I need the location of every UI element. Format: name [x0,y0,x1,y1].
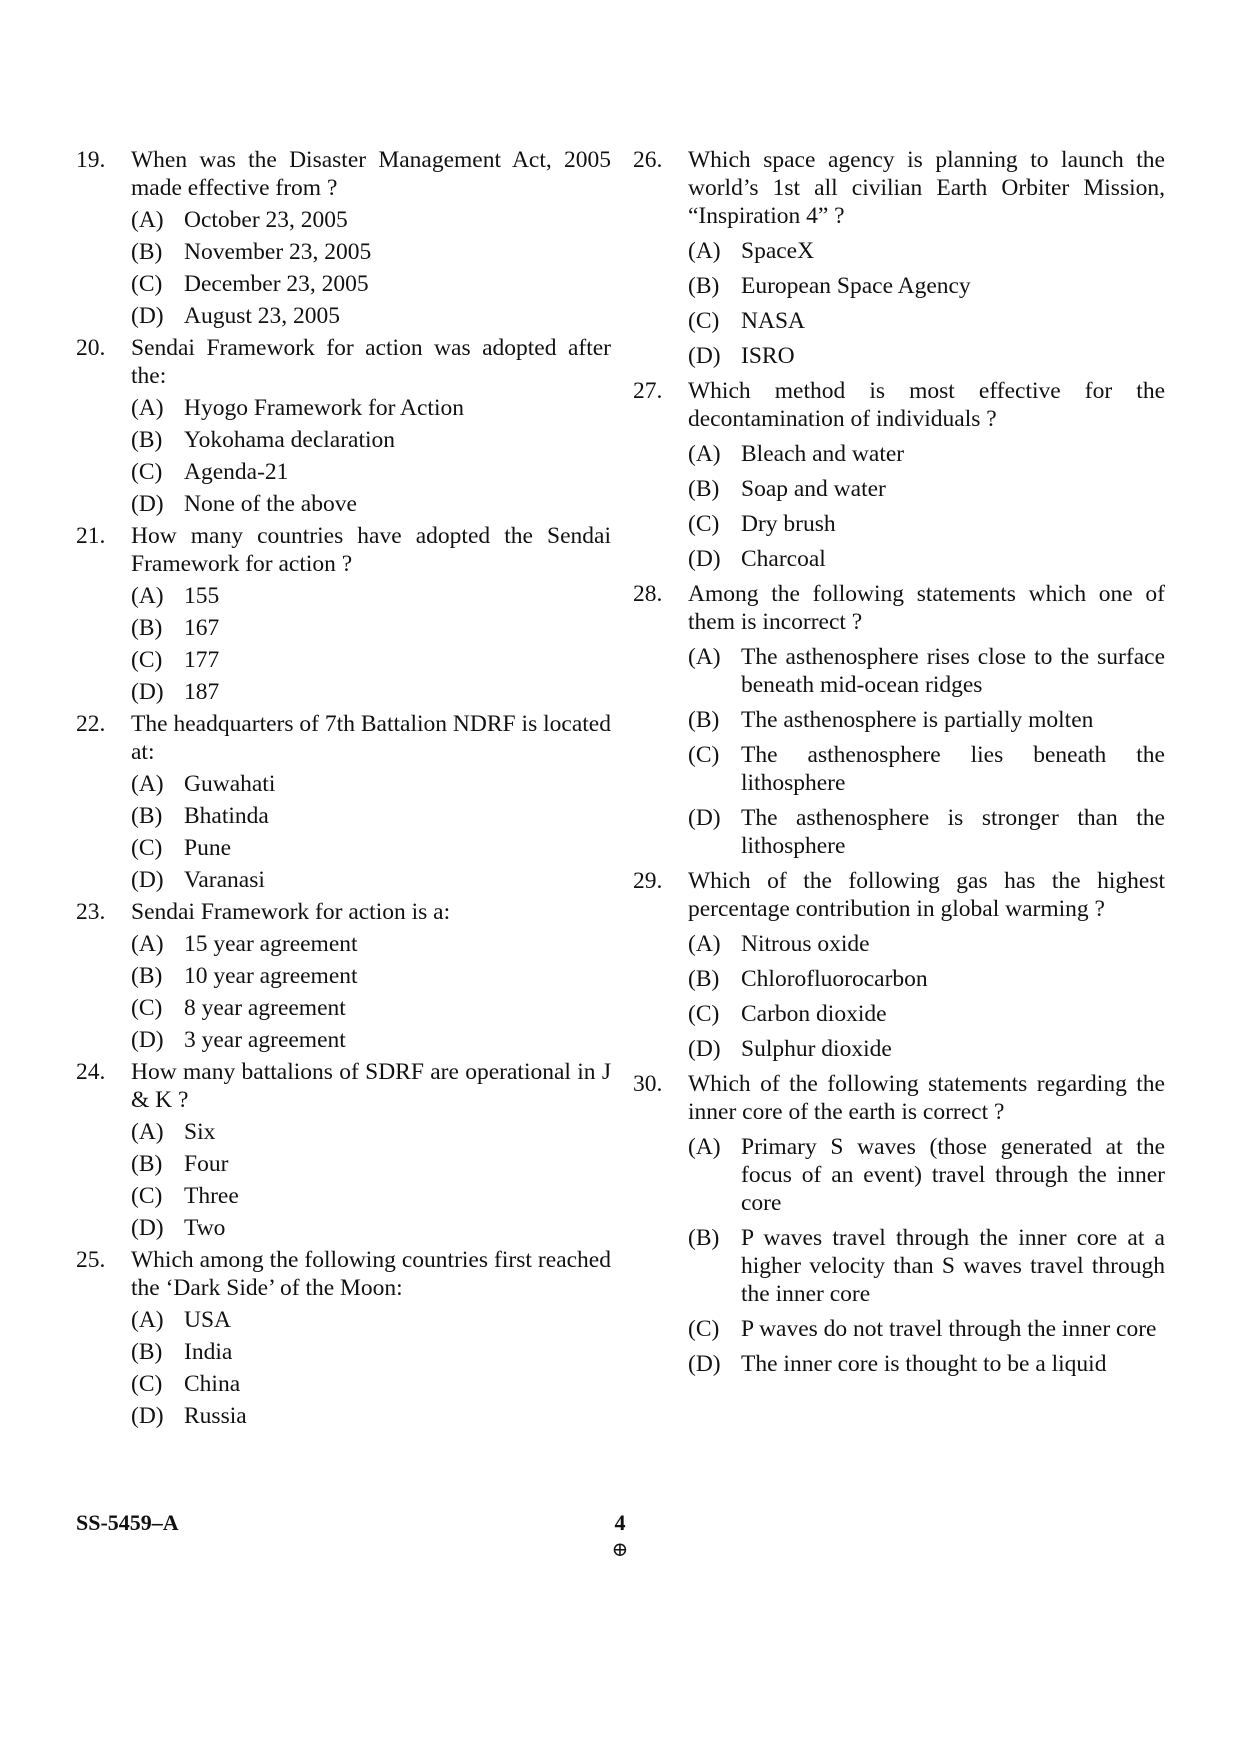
question-header [633,146,1165,230]
option-text: USA [184,1307,232,1333]
answer-option [131,1370,611,1398]
option-text: 187 [184,679,220,705]
option-text: Agenda-21 [184,459,289,485]
option-list [688,1133,1165,1378]
option-text: Chlorofluorocarbon [741,966,928,992]
option-label: (D) [131,679,164,705]
option-label: (D) [688,1036,721,1062]
question-header [76,334,611,390]
question-header [76,898,611,926]
option-label: (C) [688,742,720,768]
question-header [76,1058,611,1114]
option-label: (A) [688,1134,721,1160]
question-item [633,1070,1165,1378]
option-label: (D) [688,805,721,831]
answer-option [688,307,1165,335]
option-label: (A) [131,1307,164,1333]
option-label: (B) [131,1339,163,1365]
question-number: 22. [76,711,106,737]
option-label: (A) [131,771,164,797]
answer-option [688,510,1165,538]
answer-option [131,302,611,330]
answer-option [688,1224,1165,1308]
answer-option [131,1338,611,1366]
answer-option [131,1182,611,1210]
option-label: (B) [131,427,163,453]
option-text: Four [184,1151,229,1177]
question-item [76,334,611,518]
question-text: Sendai Framework for action is a: [131,899,451,925]
option-label: (B) [131,239,163,265]
option-label: (C) [131,271,163,297]
option-text: The asthenosphere lies beneath the lithosphere [741,742,1165,796]
question-text: How many countries have adopted the Sendai Framework for action ? [131,523,611,577]
right-question-column [633,146,1165,1385]
answer-option [688,475,1165,503]
option-label: (D) [131,1027,164,1053]
option-label: (A) [131,395,164,421]
answer-option [688,706,1165,734]
option-text: The asthenosphere is stronger than the lithosphere [741,805,1165,859]
option-text: Dry brush [741,511,836,537]
question-text: Which method is most effective for the decontamination of individuals ? [688,378,1165,432]
option-label: (A) [688,238,721,264]
option-label: (B) [131,615,163,641]
page-number: 4 [614,1510,626,1535]
option-text: Six [184,1119,216,1145]
answer-option [131,1150,611,1178]
answer-option [131,962,611,990]
option-list [131,1306,611,1430]
option-text: Sulphur dioxide [741,1036,892,1062]
option-list [131,770,611,894]
option-text: None of the above [184,491,357,517]
answer-option [688,237,1165,265]
question-header [76,1246,611,1302]
option-text: Soap and water [741,476,886,502]
question-number: 20. [76,335,106,361]
option-label: (C) [131,647,163,673]
answer-option [688,1315,1165,1343]
option-label: (B) [688,1225,720,1251]
question-header [633,377,1165,433]
question-header [633,867,1165,923]
option-label: (D) [131,491,164,517]
option-label: (D) [131,1215,164,1241]
option-text: The inner core is thought to be a liquid [741,1351,1107,1377]
option-label: (C) [688,511,720,537]
option-text: Guwahati [184,771,276,797]
option-text: 10 year agreement [184,963,358,989]
option-label: (C) [131,995,163,1021]
option-label: (C) [688,1001,720,1027]
question-item [76,146,611,330]
option-label: (B) [688,966,720,992]
option-label: (D) [131,303,164,329]
option-text: Charcoal [741,546,826,572]
option-list [131,582,611,706]
option-list [688,643,1165,860]
answer-option [688,930,1165,958]
option-label: (B) [688,707,720,733]
option-text: 167 [184,615,220,641]
answer-option [688,1133,1165,1217]
option-label: (C) [131,1371,163,1397]
question-text: Among the following statements which one of them is incorrect ? [688,581,1165,635]
option-label: (D) [688,546,721,572]
option-label: (A) [688,644,721,670]
answer-option [131,426,611,454]
option-text: October 23, 2005 [184,207,348,233]
option-list [131,1118,611,1242]
option-label: (C) [688,308,720,334]
option-text: 3 year agreement [184,1027,346,1053]
question-number: 19. [76,147,106,173]
option-text: NASA [741,308,805,334]
registration-mark: ⊕ [611,1539,629,1561]
option-text: Bhatinda [184,803,269,829]
option-list [688,930,1165,1063]
option-label: (A) [131,931,164,957]
answer-option [688,272,1165,300]
option-text: Carbon dioxide [741,1001,887,1027]
option-text: August 23, 2005 [184,303,341,329]
option-text: Russia [184,1403,247,1429]
option-text: Hyogo Framework for Action [184,395,464,421]
option-text: India [184,1339,233,1365]
answer-option [688,1035,1165,1063]
question-text: Sendai Framework for action was adopted after the: [131,335,611,389]
option-label: (D) [131,867,164,893]
option-label: (A) [131,1119,164,1145]
option-text: Two [184,1215,226,1241]
option-label: (A) [688,931,721,957]
answer-option [131,614,611,642]
option-label: (D) [688,343,721,369]
answer-option [131,834,611,862]
option-text: ISRO [741,343,795,369]
option-text: The asthenosphere is partially molten [741,707,1094,733]
option-text: Bleach and water [741,441,905,467]
question-item [633,580,1165,860]
option-label: (D) [688,1351,721,1377]
option-label: (C) [688,1316,720,1342]
answer-option [688,1350,1165,1378]
question-text: When was the Disaster Management Act, 2005 made effective from ? [131,147,611,201]
answer-option [131,678,611,706]
option-text: Three [184,1183,239,1209]
answer-option [688,342,1165,370]
answer-option [131,1026,611,1054]
question-text: How many battalions of SDRF are operational in J & K ? [131,1059,611,1113]
option-text: P waves travel through the inner core at a higher velocity than S waves travel through the inner core [741,1225,1165,1307]
answer-option [131,206,611,234]
option-label: (B) [688,273,720,299]
option-text: Pune [184,835,231,861]
question-item [633,867,1165,1063]
question-text: Which among the following countries first reached the ‘Dark Side’ of the Moon: [131,1247,611,1301]
option-label: (B) [131,963,163,989]
question-item [76,1058,611,1242]
option-label: (B) [131,1151,163,1177]
option-text: Yokohama declaration [184,427,396,453]
question-header [633,580,1165,636]
option-text: 15 year agreement [184,931,358,957]
option-text: The asthenosphere rises close to the surface beneath mid-ocean ridges [741,644,1165,698]
option-list [131,394,611,518]
answer-option [131,1306,611,1334]
option-label: (D) [131,1403,164,1429]
option-label: (A) [688,441,721,467]
option-list [131,206,611,330]
option-text: 177 [184,647,220,673]
answer-option [131,994,611,1022]
question-header [76,522,611,578]
answer-option [131,770,611,798]
question-number: 30. [633,1071,663,1097]
answer-option [688,804,1165,860]
option-text: China [184,1371,241,1397]
answer-option [131,866,611,894]
answer-option [131,490,611,518]
option-text: P waves do not travel through the inner core [741,1316,1157,1342]
question-header [76,146,611,202]
option-label: (C) [131,835,163,861]
question-text: The headquarters of 7th Battalion NDRF is located at: [131,711,611,765]
option-label: (B) [131,803,163,829]
option-text: 8 year agreement [184,995,346,1021]
question-number: 29. [633,868,663,894]
question-item [76,1246,611,1430]
answer-option [131,458,611,486]
question-header [76,710,611,766]
question-header [633,1070,1165,1126]
option-text: Varanasi [184,867,265,893]
answer-option [688,965,1165,993]
question-number: 21. [76,523,106,549]
question-text: Which of the following gas has the highest percentage contribution in global warming ? [688,868,1165,922]
question-item [633,146,1165,370]
option-list [131,930,611,1054]
question-item [76,522,611,706]
question-number: 28. [633,581,663,607]
option-text: European Space Agency [741,273,971,299]
option-label: (A) [131,583,164,609]
option-text: December 23, 2005 [184,271,369,297]
left-question-column [76,146,611,1434]
option-label: (A) [131,207,164,233]
answer-option [131,238,611,266]
answer-option [131,646,611,674]
answer-option [131,1214,611,1242]
question-item [76,898,611,1054]
answer-option [688,440,1165,468]
option-list [688,237,1165,370]
question-item [633,377,1165,573]
paper-code: SS-5459–A [76,1510,179,1535]
question-text: Which space agency is planning to launch the world’s 1st all civilian Earth Orbiter Mission, “Inspiration 4” ? [688,147,1165,229]
answer-option [131,930,611,958]
option-label: (C) [131,1183,163,1209]
answer-option [131,1118,611,1146]
option-text: Nitrous oxide [741,931,870,957]
option-text: November 23, 2005 [184,239,372,265]
answer-option [131,394,611,422]
question-item [76,710,611,894]
option-text: SpaceX [741,238,815,264]
question-number: 27. [633,378,663,404]
option-text: 155 [184,583,220,609]
option-label: (C) [131,459,163,485]
answer-option [688,741,1165,797]
question-number: 25. [76,1247,106,1273]
question-number: 23. [76,899,106,925]
option-text: Primary S waves (those generated at the focus of an event) travel through the inner core [741,1134,1165,1216]
answer-option [131,582,611,610]
question-text: Which of the following statements regarding the inner core of the earth is correct ? [688,1071,1165,1125]
answer-option [688,545,1165,573]
question-number: 26. [633,147,663,173]
answer-option [131,802,611,830]
option-label: (B) [688,476,720,502]
question-number: 24. [76,1059,106,1085]
answer-option [131,270,611,298]
answer-option [688,643,1165,699]
answer-option [688,1000,1165,1028]
option-list [688,440,1165,573]
answer-option [131,1402,611,1430]
